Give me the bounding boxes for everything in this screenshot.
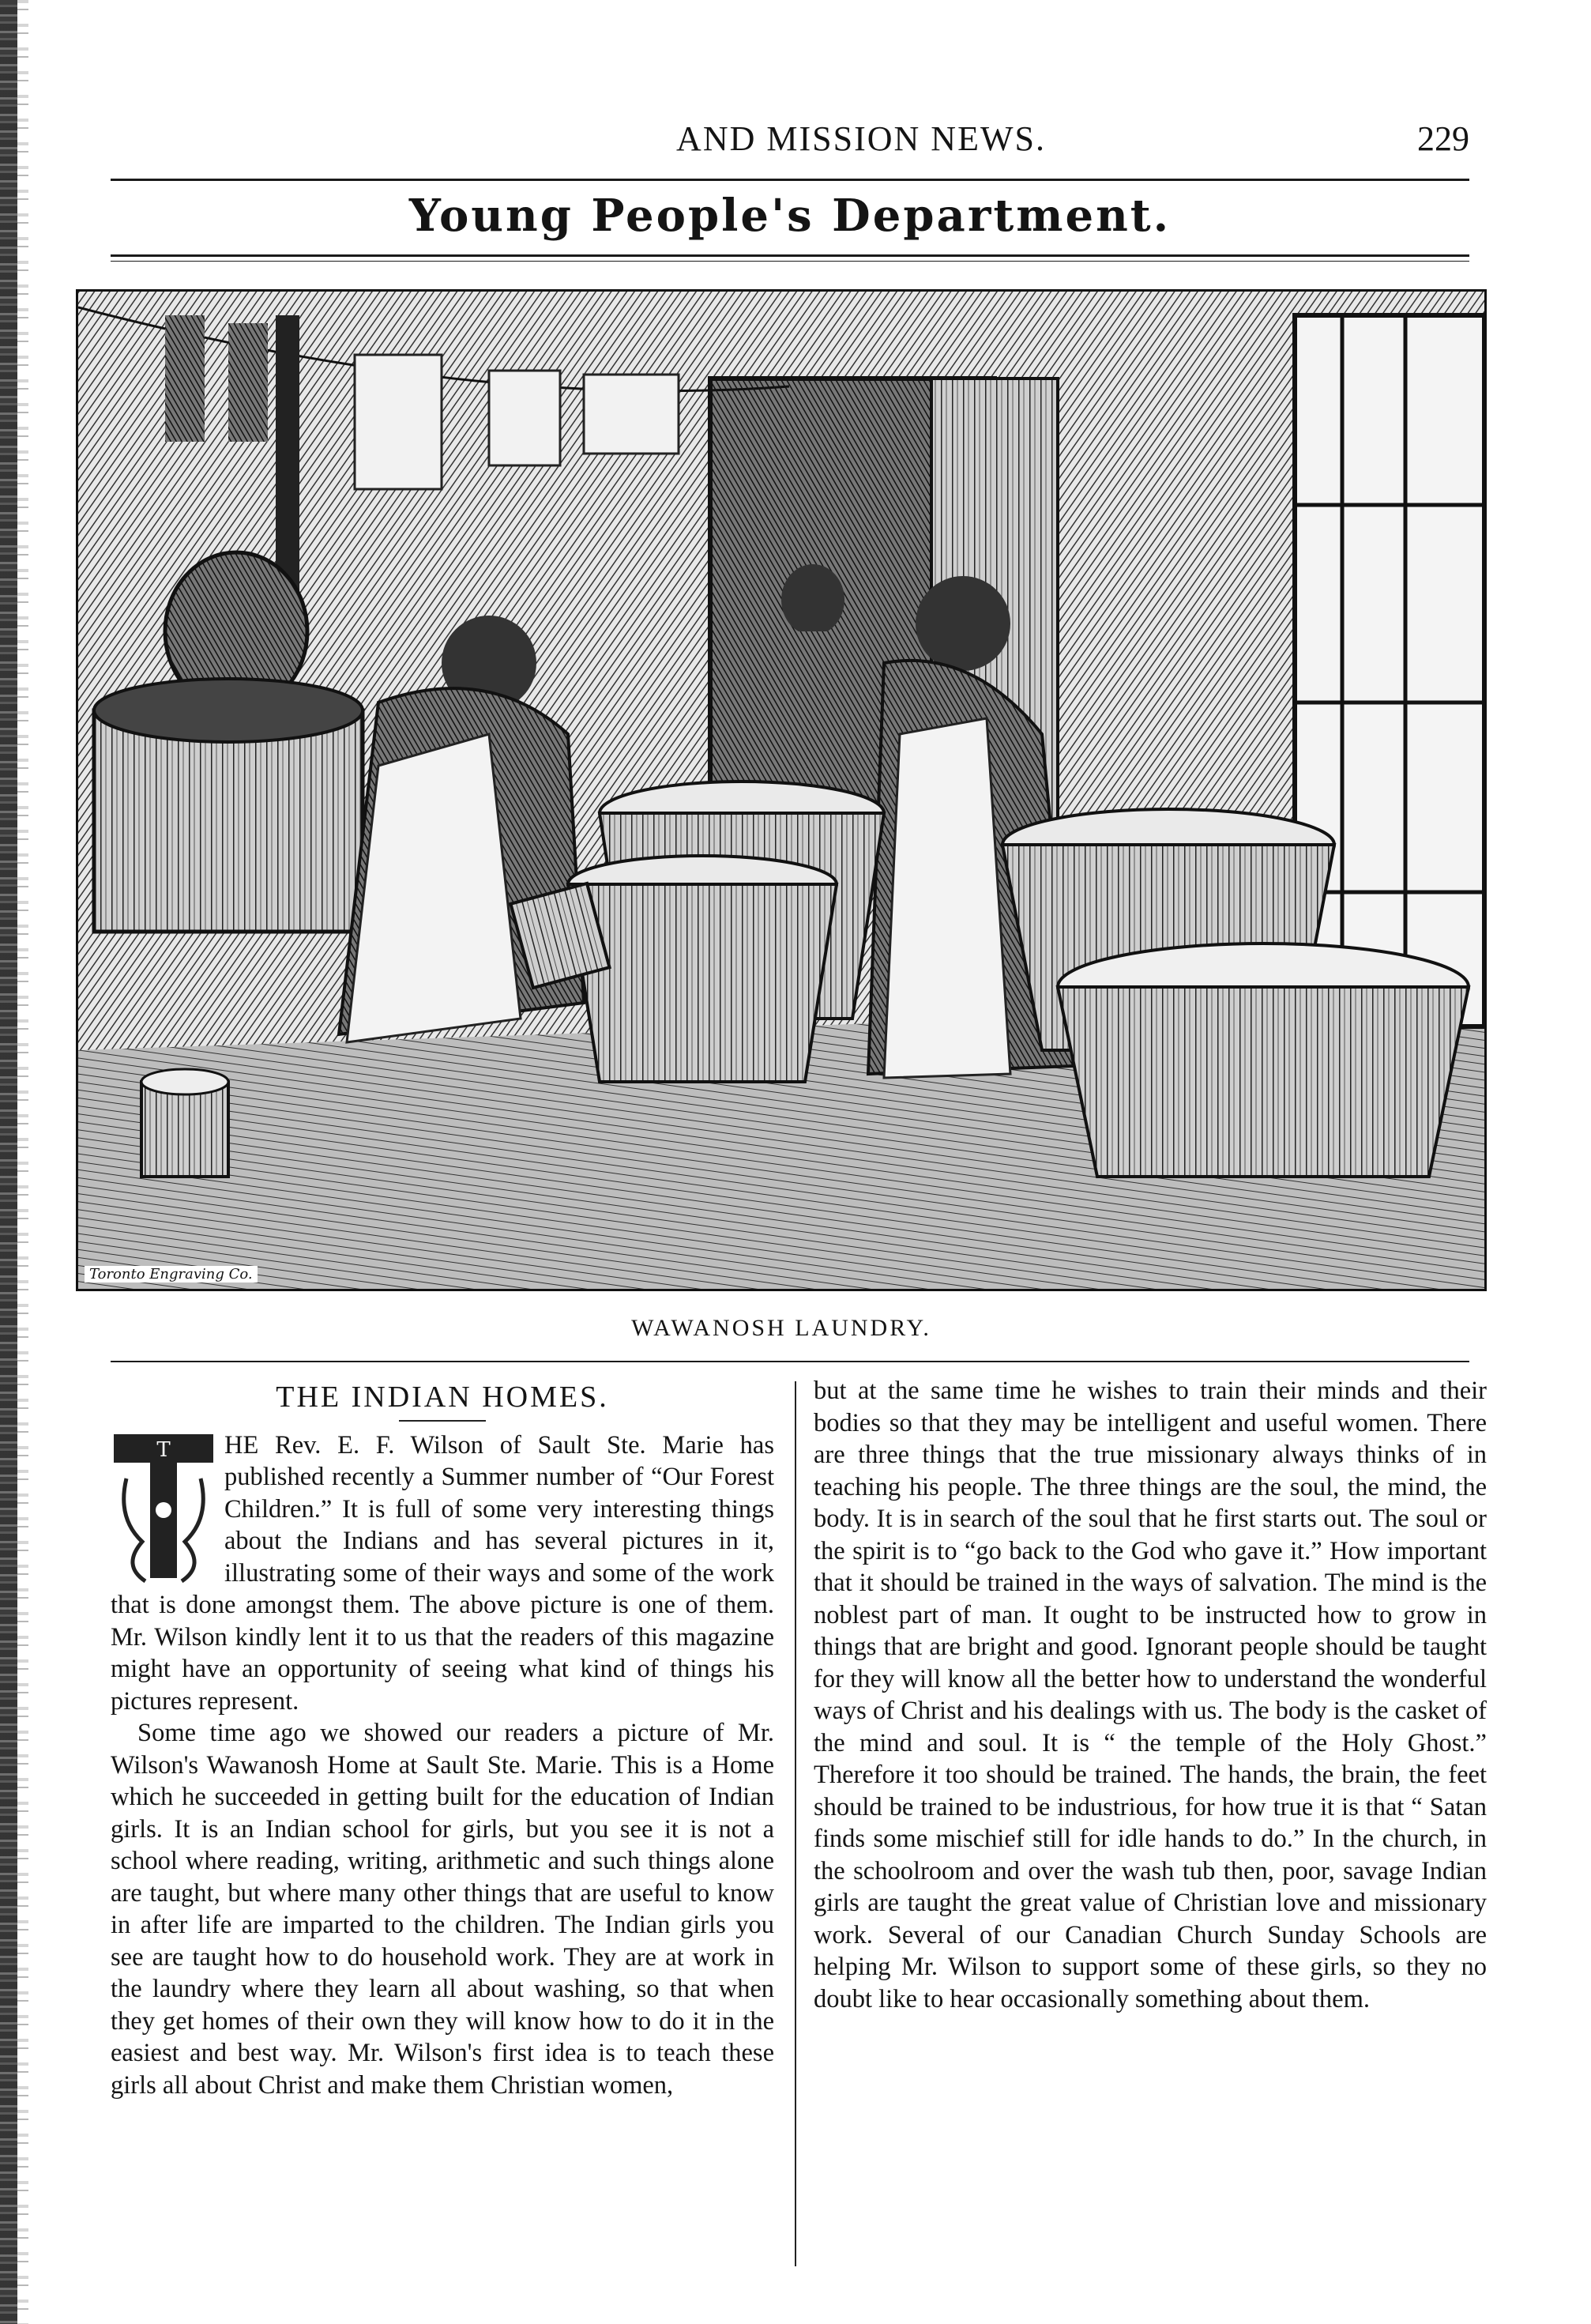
laundry-engraving-drawing: [78, 292, 1484, 1289]
hanging-stocking: [228, 323, 268, 442]
text-column-right: [814, 1375, 1487, 2015]
ornamental-dropcap: [111, 1431, 216, 1589]
scan-edge-noise: [17, 0, 28, 2324]
caption-rule: [111, 1361, 1469, 1362]
paragraph-1: [111, 1429, 774, 1718]
small-pail: [141, 1082, 228, 1177]
hanging-cloth: [489, 371, 560, 465]
window: [1295, 315, 1484, 1026]
running-header: [111, 119, 1469, 166]
hanging-cloth: [584, 375, 679, 454]
header-rule-top: [111, 179, 1469, 181]
column-divider: [795, 1381, 796, 2266]
heading-rule: [399, 1420, 486, 1422]
paragraph-3: but at the same time he wishes to train their minds and their bodies so that they may be intelligent and useful women. There are three things that the true missionary always thinks of in teaching his people. The three things are the soul, the mind, the body. It is in search of the soul that he first starts out. The soul or the spirit is to “go back to the God who gave it.” How important that it should be trained in the ways of salvation. The mind is the noblest part of man. It ought to be instructed how to grow in things that are bright and good. Ignorant people should be taught for they will know all the better how to understand the wonderful ways of Christ and his dealings with us. The body is the casket of the mind and soul. It is “ the temple of the Holy Ghost.” Therefore it too should be trained. The hands, the brain, the feet should be trained to be industrious, for how true it is that “ Satan finds some mischief still for idle hands to do.” In the church, in the schoolroom and over the wash tub then, poor, savage Indian girls are taught the great value of Christian love and missionary work. Several of our Canadian Church Sunday Schools are helping Mr. Wilson to support some of these girls, so they no doubt like to hear occasionally something about them.: [814, 1377, 1487, 2013]
header-rule-bottom: [111, 254, 1469, 257]
svg-text:T: T: [156, 1437, 171, 1462]
hanging-cloth: [355, 355, 442, 489]
scan-edge-shadow: [0, 0, 17, 2324]
running-title: AND MISSION NEWS.: [676, 119, 1046, 158]
article-heading: THE INDIAN HOMES.: [276, 1380, 609, 1414]
page-number: 229: [1417, 119, 1469, 158]
paragraph-1-text: HE Rev. E. F. Wilson of Sault Ste. Marie has published recently a Summer number of “Our Forest Children.” It is full of some very interesting things about the Indians and has several pictures in it, illustrating some of their ways and some of the work that is done amongst them. The above picture is one of them. Mr. Wilson kindly lent it to us that the readers of this magazine might have an opportunity of seeing what kind of things his pictures represent.: [111, 1430, 774, 1716]
hanging-stocking: [165, 315, 205, 442]
engraver-credit: Toronto Engraving Co.: [85, 1266, 258, 1283]
laundry-engraving: [76, 289, 1487, 1291]
illustration-caption: WAWANOSH LAUNDRY.: [631, 1315, 931, 1341]
text-column-left: [111, 1375, 774, 2101]
paragraph-2: Some time ago we showed our readers a picture of Mr. Wilson's Wawanosh Home at Sault Ste. Marie. This is a Home which he succeeded in getting built for the education of Indian girls. It is an Indian school for girls, but you see it is not a school where reading, writing, arithmetic and such things alone are taught, but where many other things that are useful to know in after life are imparted to the children. The Indian girls you see are taught how to do household work. They are at work in the laundry where they learn all about washing, so that when they get homes of their own they will know how to do it in the easiest and best way. Mr. Wilson's first idea is to teach these girls all about Christ and make them Christian women,: [111, 1719, 774, 2100]
header-rule-bottom-thin: [111, 261, 1469, 262]
department-title: Young People's Department.: [408, 190, 1172, 242]
woman-head: [916, 576, 1010, 671]
woman-head: [781, 564, 844, 635]
apron: [884, 718, 1010, 1078]
